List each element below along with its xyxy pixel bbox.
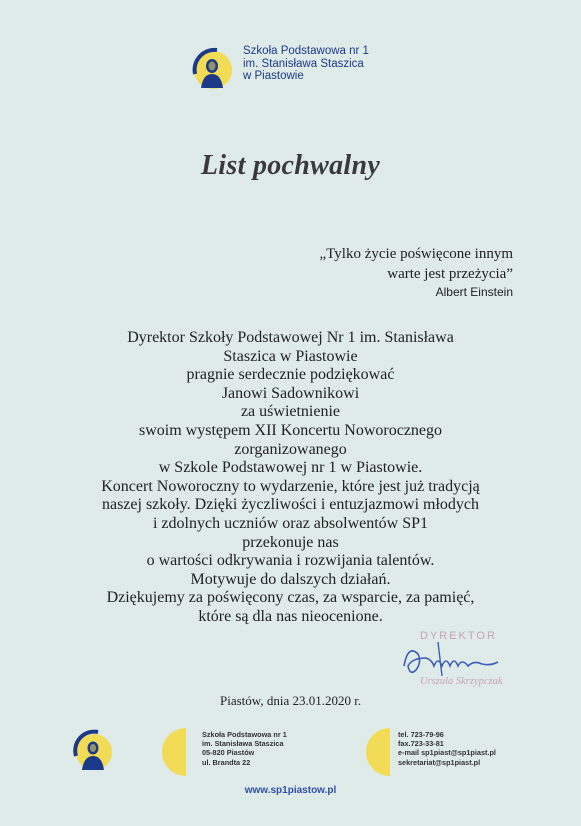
- contact-line: sekretariat@sp1piast.pl: [398, 757, 481, 767]
- quote-author: Albert Einstein: [435, 285, 513, 299]
- body-line: Koncert Noworoczny to wydarzenie, które jest już tradycją: [101, 477, 480, 495]
- body-line: które są dla nas nieocenione.: [198, 607, 383, 625]
- school-name-line: Szkoła Podstawowa nr 1: [243, 45, 369, 57]
- body-line: przekonuje nas: [242, 533, 339, 551]
- footer-contact: [398, 730, 496, 767]
- footer-school-logo-icon: [70, 726, 114, 774]
- contact-line: e-mail sp1piast@sp1piast.pl: [398, 748, 496, 758]
- address-line: 05-820 Piastów: [202, 748, 255, 758]
- body-line: o wartości odkrywania i rozwijania talentów.: [146, 552, 435, 570]
- contact-line: fax.723-33-81: [398, 739, 444, 749]
- stamp-name: Urszula Skrzypczak: [420, 676, 503, 687]
- school-website-link[interactable]: www.sp1piastow.pl: [244, 785, 337, 796]
- body-line: w Szkole Podstawowej nr 1 w Piastowie.: [158, 459, 423, 477]
- document-title: List pochwalny: [200, 150, 381, 181]
- quote-block: [320, 244, 513, 300]
- body-line: Janowi Sadownikowi: [221, 384, 360, 402]
- body-line: swoim występem XII Koncertu Noworocznego: [138, 421, 443, 439]
- body-line: zorganizowanego: [234, 440, 347, 458]
- handwritten-signature-icon: [398, 636, 518, 680]
- quote-line: „Tylko życie poświęcone innym: [319, 246, 513, 262]
- school-name-header: [243, 45, 369, 83]
- yellow-half-circle-icon: [162, 728, 186, 776]
- body-line: Dziękujemy za poświęcony czas, za wsparcie, za pamięć,: [106, 589, 475, 607]
- yellow-half-circle-icon: [366, 728, 390, 776]
- letter-body: [40, 329, 541, 627]
- director-signature-stamp: [398, 630, 518, 698]
- school-name-line: im. Stanisława Staszica: [243, 57, 364, 70]
- body-line: naszej szkoły. Dzięki życzliwości i entuzjazmowi młodych: [101, 496, 480, 514]
- body-line: i zdolnych uczniów oraz absolwentów SP1: [152, 514, 429, 532]
- footer-address: [202, 730, 287, 767]
- address-line: im. Stanisława Staszica: [202, 739, 284, 749]
- stamp-label: DYREKTOR: [420, 630, 497, 642]
- place-and-date: Piastów, dnia 23.01.2020 r.: [220, 693, 362, 708]
- body-line: pragnie serdecznie podziękować: [186, 366, 395, 384]
- quote-line: warte jest przeżycia”: [387, 266, 513, 282]
- address-line: Szkoła Podstawowa nr 1: [202, 730, 287, 739]
- body-line: za uświetnienie: [240, 403, 341, 421]
- address-line: ul. Brandta 22: [202, 757, 251, 767]
- contact-line: tel. 723-79-96: [398, 730, 444, 739]
- body-line: Staszica w Piastowie: [223, 347, 358, 365]
- body-line: Motywuje do dalszych działań.: [190, 570, 391, 588]
- body-line: Dyrektor Szkoły Podstawowej Nr 1 im. Stanisława: [127, 329, 454, 346]
- school-logo-icon: [187, 44, 235, 92]
- school-name-line: w Piastowie: [243, 70, 304, 82]
